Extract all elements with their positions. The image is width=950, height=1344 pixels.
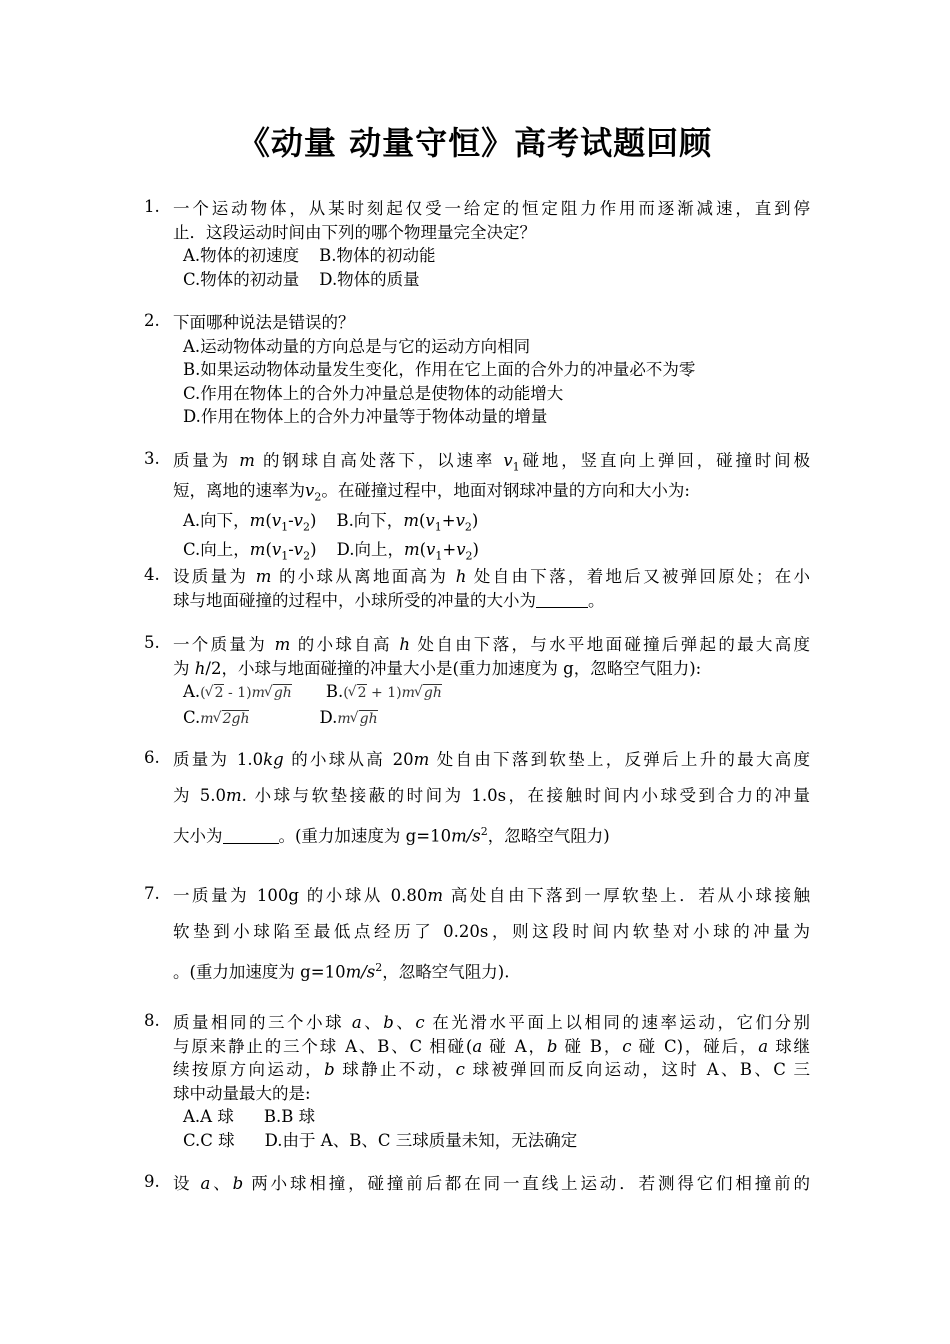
option-row [173, 268, 810, 292]
question-text: 。(重力加速度为 $g=10m/s^2$，忽略空气阻力). [173, 961, 510, 982]
option-b: B.(√ 2 + 1)m√ gh [326, 682, 442, 701]
question-number: 6. [144, 748, 160, 767]
question-number: 7. [144, 884, 160, 903]
question-text: 短，离地的速率为$v_2$。在碰撞过程中，地面对钢球冲量的方向和大小为: [173, 480, 690, 504]
question-number: 3. [144, 449, 160, 468]
option-d: D.m√ gh [319, 708, 377, 727]
question-number: 8. [144, 1011, 160, 1030]
option-d: D.作用在物体上的合外力冲量等于物体动量的增量 [183, 407, 548, 426]
option-b: B.如果运动物体动量发生变化，作用在它上面的合外力的冲量必不为零 [183, 360, 696, 379]
question-text: 球中动量最大的是: [173, 1083, 311, 1103]
question-text: 软垫到小球陷至最低点经历了 0.20s，则这段时间内软垫对小球的冲量为 [173, 922, 810, 941]
question-text: 设质量为 m 的小球从离地面高为 h 处自由下落，着地后又被弹回原处；在小 [173, 567, 810, 586]
option-c: C.向上，$m(v_1-v_2)$ [183, 540, 317, 563]
question-number: 2. [144, 311, 160, 330]
question-text: 球与地面碰撞的过程中，小球所受的冲量的大小为 。 [173, 590, 605, 610]
question-text: 为 5.0m. 小球与软垫接蔽的时间为 1.0s，在接触时间内小球受到合力的冲量 [173, 786, 810, 805]
question-number: 4. [144, 565, 160, 584]
option-c: C.作用在物体上的合外力冲量总是使物体的动能增大 [183, 383, 564, 403]
question-text: 质量相同的三个小球 a、b、c 在光滑水平面上以相同的速率运动，它们分别 [173, 1013, 811, 1032]
page-title: 《动量 动量守恒》高考试题回顾 [237, 124, 713, 162]
question-number: 1. [144, 197, 160, 216]
question-text: 大小为 。(重力加速度为 $g=10m/s^2$，忽略空气阻力) [173, 825, 610, 846]
option-b: B.向下，$m(v_1+v_2)$ [336, 510, 479, 533]
option-row [173, 1129, 810, 1153]
question-4 [144, 565, 810, 612]
question-5 [144, 633, 810, 731]
question-text: 续按原方向运动，b 球静止不动，c 球被弹回而反向运动，这时 A、B、C 三 [173, 1060, 811, 1079]
question-2 [144, 311, 810, 429]
question-text: 一质量为 100g 的小球从 0.80m 高处自由下落到一厚软垫上．若从小球接触 [173, 886, 810, 905]
option-a: A.运动物体动量的方向总是与它的运动方向相同 [183, 336, 531, 356]
question-text: 质量为 m 的钢球自高处落下，以速率 $v_1$碰地，竖直向上弹回，碰撞时间极 [173, 451, 811, 474]
option-a: A.物体的初速度 [183, 246, 300, 265]
question-text: 一个运动物体，从某时刻起仅受一给定的恒定阻力作用而逐渐减速，直到停 [173, 199, 810, 218]
answer-blank [536, 591, 588, 608]
option-row [173, 509, 810, 539]
answer-blank [223, 827, 279, 844]
option-row [173, 706, 810, 732]
question-number: 9. [144, 1172, 160, 1191]
option-a: A.A 球 [183, 1107, 234, 1126]
question-3 [144, 449, 810, 568]
option-c: C.物体的初动量 [183, 269, 300, 289]
question-6 [144, 743, 810, 856]
option-row [173, 1105, 810, 1129]
option-row [173, 538, 810, 568]
question-text: 下面哪种说法是错误的？ [173, 313, 355, 332]
question-text: 一个质量为 m 的小球自高 h 处自由下落，与水平地面碰撞后弹起的最大高度 [173, 635, 811, 654]
option-d: D.向上，$m(v_1+v_2)$ [336, 540, 479, 563]
question-text: 设 a、b 两小球相撞，碰撞前后都在同一直线上运动．若测得它们相撞前的 [173, 1174, 811, 1193]
option-c: C.C 球 [183, 1130, 235, 1150]
question-1 [144, 197, 810, 291]
option-a: A.(√ 2 - 1)m√ gh [183, 682, 292, 701]
question-text: 止．这段运动时间由下列的哪个物理量完全决定？ [173, 222, 536, 242]
option-row [173, 680, 810, 706]
option-d: D.由于 A、B、C 三球质量未知，无法确定 [264, 1130, 578, 1150]
question-text: 为 h/2，小球与地面碰撞的冲量大小是(重力加速度为 g，忽略空气阻力): [173, 658, 702, 678]
question-text: 质量为 1.0kg 的小球从高 20m 处自由下落到软垫上，反弹后上升的最大高度 [173, 750, 811, 769]
option-d: D.物体的质量 [319, 269, 420, 289]
question-number: 5. [144, 633, 160, 652]
option-row [173, 244, 810, 268]
option-c: C.m√ 2gh [183, 708, 249, 727]
option-b: B.物体的初动能 [319, 246, 436, 265]
question-8 [144, 1011, 810, 1152]
option-b: B.B 球 [263, 1107, 316, 1126]
question-9 [144, 1172, 810, 1196]
option-a: A.向下，$m(v_1-v_2)$ [183, 510, 317, 533]
question-text: 与原来静止的三个球 A、B、C 相碰(a 碰 A，b 碰 B，c 碰 C)，碰后，a 球继 [173, 1036, 811, 1056]
question-7 [144, 879, 810, 992]
